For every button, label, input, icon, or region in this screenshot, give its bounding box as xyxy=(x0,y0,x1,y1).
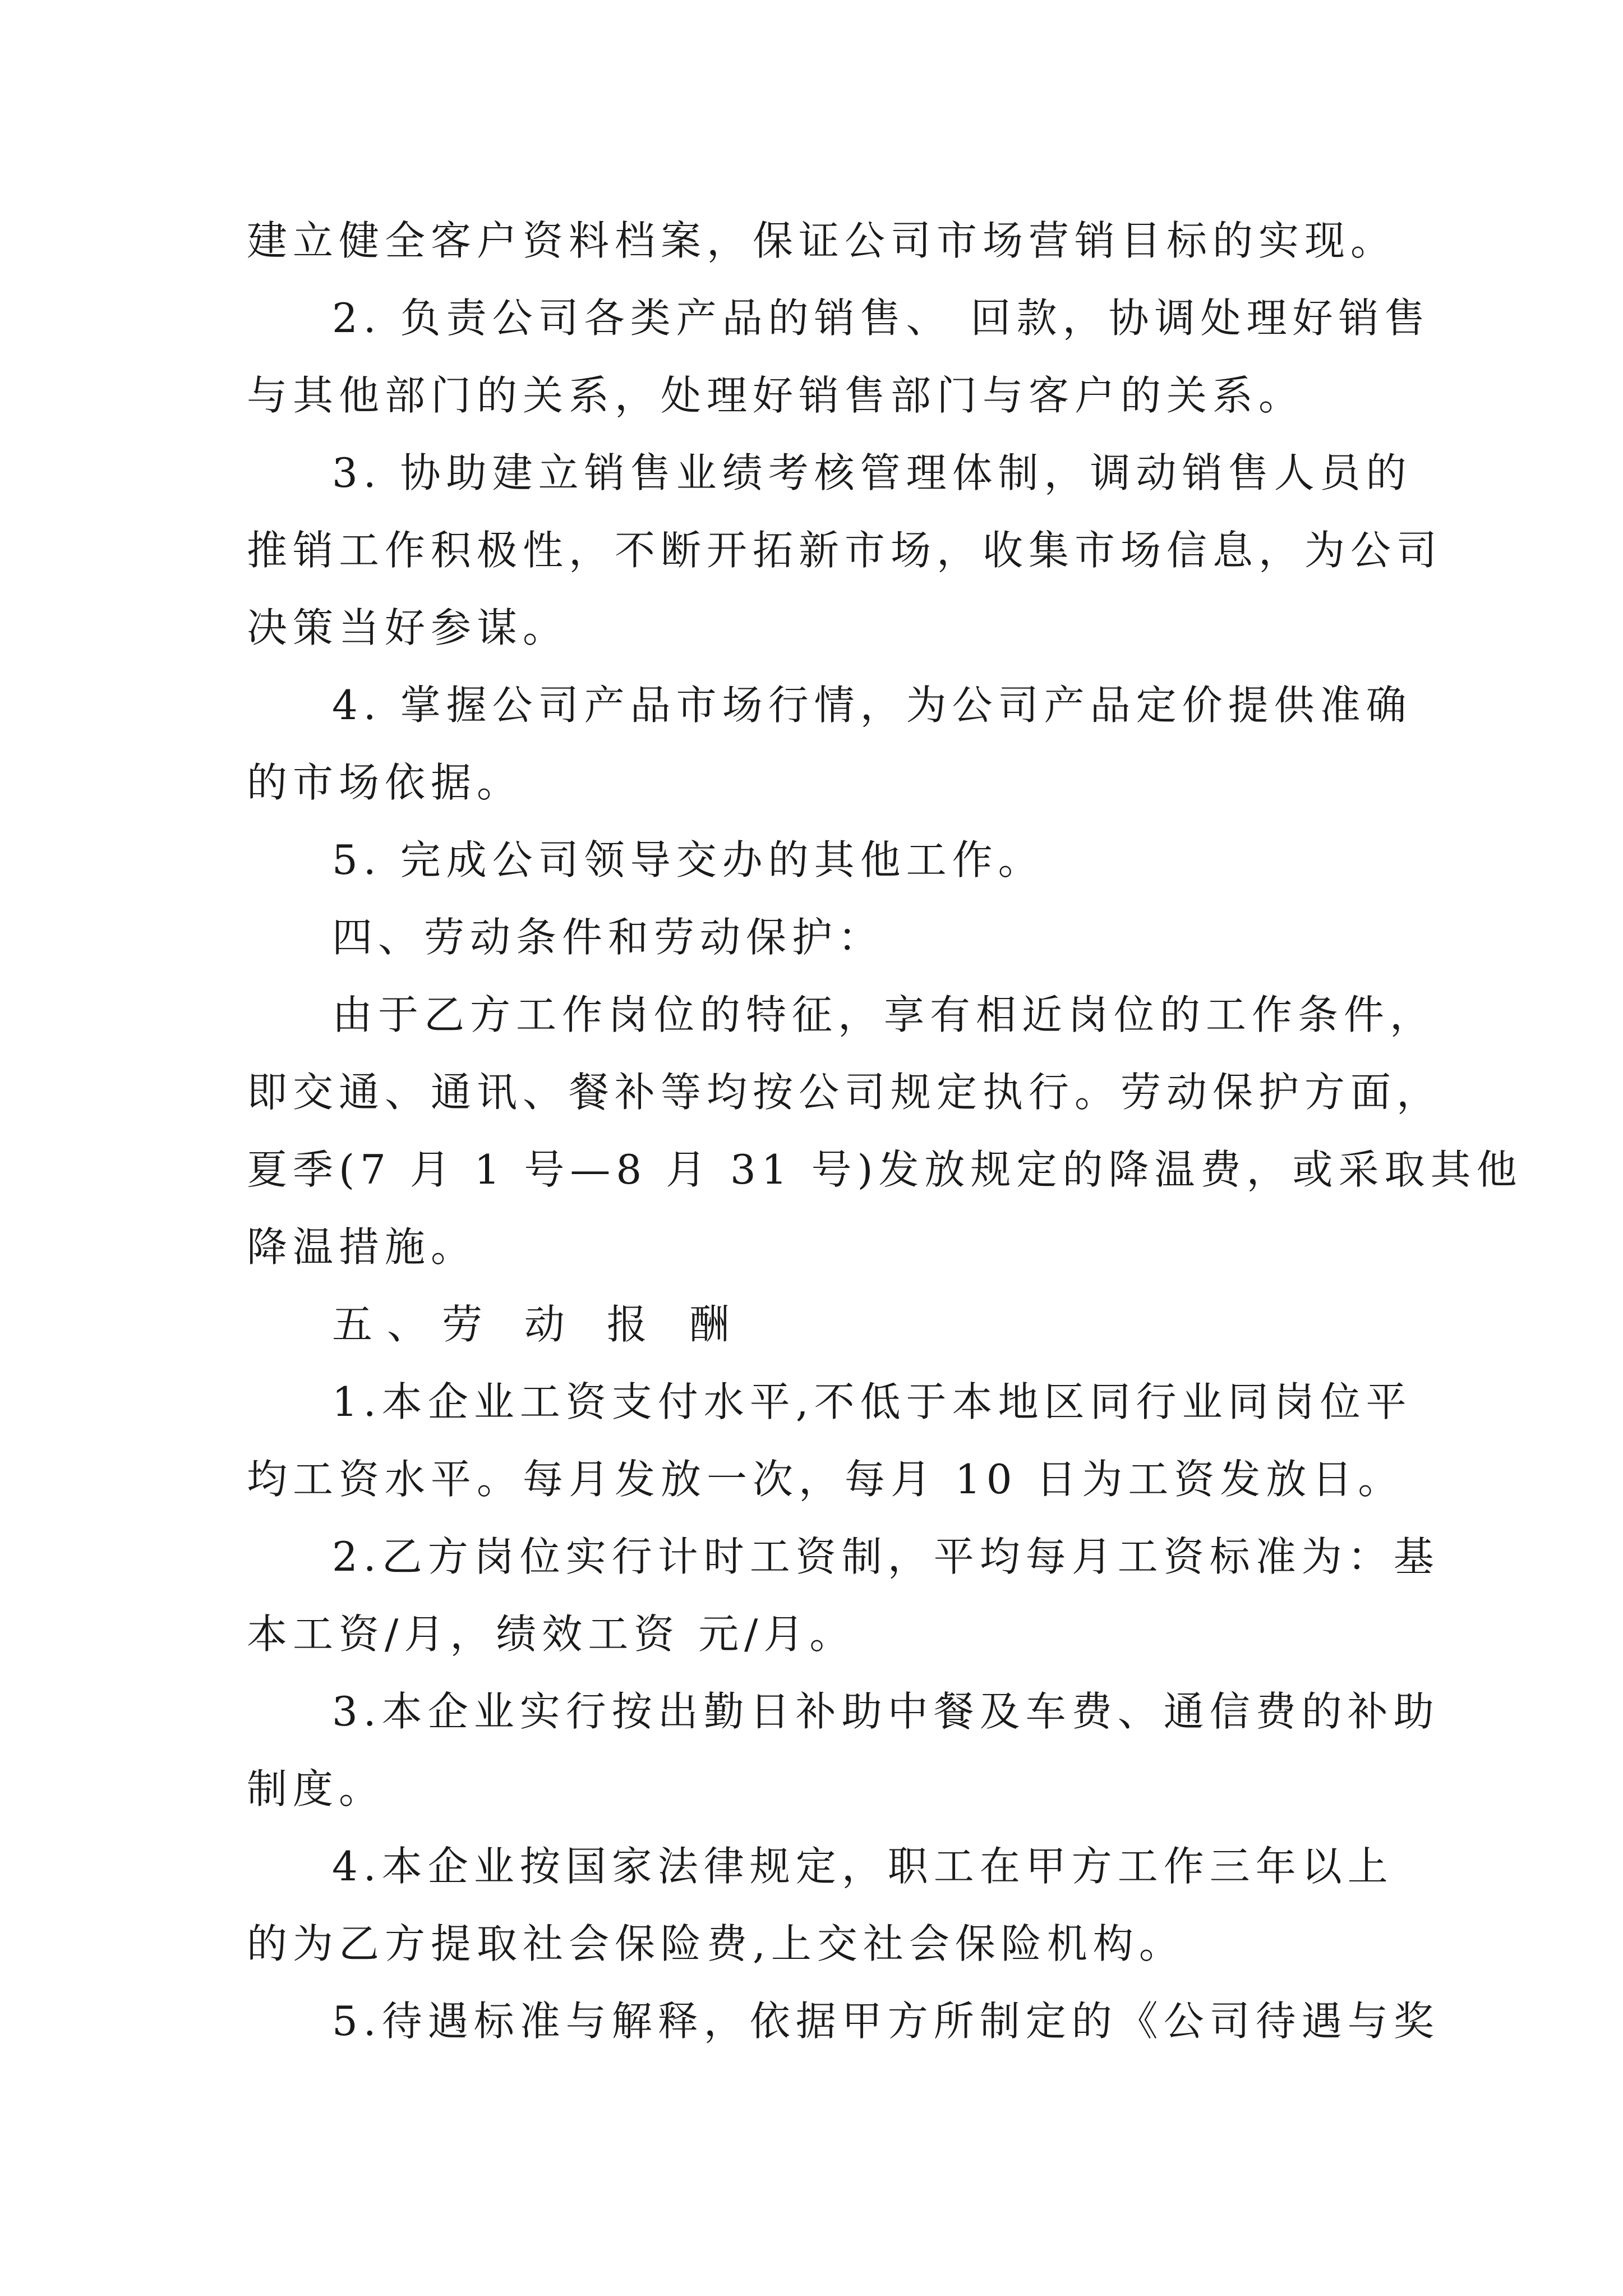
duty-item-2: 2. 负责公司各类产品的销售、 回款，协调处理好销售 xyxy=(332,295,1431,342)
body-line: 建立健全客户资料档案，保证公司市场营销目标的实现。 xyxy=(247,217,1397,264)
body-line: 均工资水平。每月发放一次，每月 10 日为工资发放日。 xyxy=(247,1456,1404,1503)
paragraph-start: 由于乙方工作岗位的特征，享有相近岗位的工作条件， xyxy=(332,991,1436,1038)
pay-item-4: 4.本企业按国家法律规定，职工在甲方工作三年以上 xyxy=(332,1843,1394,1890)
body-line: 决策当好参谋。 xyxy=(247,604,569,651)
section-heading-5: 五、劳 动 报 酬 xyxy=(332,1301,744,1348)
body-line: 与其他部门的关系，处理好销售部门与客户的关系。 xyxy=(247,372,1305,419)
pay-item-2: 2.乙方岗位实行计时工资制，平均每月工资标准为：基 xyxy=(332,1533,1440,1580)
duty-item-3: 3. 协助建立销售业绩考核管理体制，调动销售人员的 xyxy=(332,449,1412,496)
pay-item-5: 5.待遇标准与解释，依据甲方所制定的《公司待遇与奖 xyxy=(332,1998,1440,2045)
body-line: 的市场依据。 xyxy=(247,759,523,806)
body-line: 本工资/月，绩效工资 元/月。 xyxy=(247,1611,856,1658)
body-line: 即交通、通讯、餐补等均按公司规定执行。劳动保护方面， xyxy=(247,1069,1443,1116)
pay-item-1: 1.本企业工资支付水平,不低于本地区同行业同岗位平 xyxy=(332,1378,1412,1425)
body-line: 降温措施。 xyxy=(247,1223,477,1271)
body-line: 推销工作积极性，不断开拓新市场，收集市场信息，为公司 xyxy=(247,527,1443,574)
body-line: 夏季(7 月 1 号—8 月 31 号)发放规定的降温费，或采取其他 xyxy=(247,1146,1523,1193)
duty-item-4: 4. 掌握公司产品市场行情，为公司产品定价提供准确 xyxy=(332,682,1412,729)
body-line: 的为乙方提取社会保险费,上交社会保险机构。 xyxy=(247,1920,1185,1967)
body-line: 制度。 xyxy=(247,1765,385,1812)
section-heading-4: 四、劳动条件和劳动保护： xyxy=(332,914,884,961)
duty-item-5: 5. 完成公司领导交办的其他工作。 xyxy=(332,836,1044,884)
pay-item-3: 3.本企业实行按出勤日补助中餐及车费、通信费的补助 xyxy=(332,1688,1440,1735)
document-body xyxy=(247,202,1523,2060)
